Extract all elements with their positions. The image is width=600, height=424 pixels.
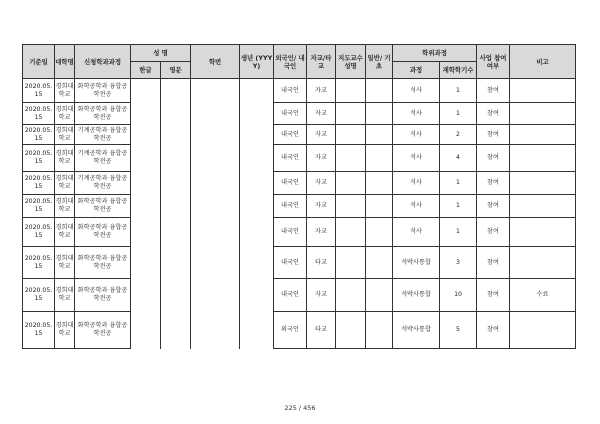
header-date: 기준일 [23,45,55,79]
cell-type [366,218,393,247]
header-course: 과정 [393,62,440,79]
table-row [23,279,576,312]
cell-school: 자교 [307,145,336,172]
cell-nationality: 내국인 [274,279,307,312]
cell-name-english [161,312,191,349]
cell-remarks [510,312,576,349]
header-degree-group: 학위과정 [393,45,477,62]
cell-nationality: 내국인 [274,195,307,218]
cell-department: 화학공학과 융합공학전공 [75,218,131,247]
header-university: 대학명 [55,45,75,79]
header-advisor: 지도교수 성명 [336,45,366,79]
cell-name-english [161,172,191,195]
cell-department: 화학공학과 융합공학전공 [75,247,131,279]
cell-name-english [161,247,191,279]
cell-advisor [336,103,366,125]
header-school: 자교/타 교 [307,45,336,79]
cell-course: 석박사통합 [393,247,440,279]
cell-department: 기계공학과 융합공학전공 [75,145,131,172]
cell-type [366,125,393,145]
cell-student-id [191,103,240,125]
cell-nationality: 내국인 [274,172,307,195]
header-name-english: 영문 [161,62,191,79]
cell-participation: 참여 [477,79,510,103]
cell-type [366,145,393,172]
cell-date: 2020.05.15 [23,312,55,349]
cell-date: 2020.05.15 [23,145,55,172]
cell-university: 경희대학교 [55,218,75,247]
cell-semester: 1 [440,195,477,218]
cell-school: 자교 [307,195,336,218]
cell-semester: 5 [440,312,477,349]
cell-participation: 참여 [477,279,510,312]
cell-remarks [510,103,576,125]
cell-participation: 참여 [477,195,510,218]
cell-remarks [510,125,576,145]
cell-university: 경희대학교 [55,279,75,312]
cell-university: 경희대학교 [55,312,75,349]
cell-type [366,279,393,312]
cell-remarks [510,79,576,103]
cell-participation: 참여 [477,218,510,247]
cell-semester: 3 [440,247,477,279]
cell-course: 석사 [393,79,440,103]
cell-birth [240,79,274,103]
cell-student-id [191,279,240,312]
cell-semester: 1 [440,218,477,247]
cell-university: 경희대학교 [55,247,75,279]
cell-birth [240,218,274,247]
table-row [23,218,576,247]
cell-name-korean [131,103,161,125]
cell-name-korean [131,279,161,312]
cell-course: 석사 [393,145,440,172]
cell-course: 석사 [393,125,440,145]
table-row [23,195,576,218]
cell-university: 경희대학교 [55,195,75,218]
cell-birth [240,172,274,195]
cell-date: 2020.05.15 [23,195,55,218]
header-name: 성 명 [131,45,191,62]
cell-course: 석박사통합 [393,312,440,349]
cell-university: 경희대학교 [55,125,75,145]
cell-university: 경희대학교 [55,172,75,195]
cell-semester: 1 [440,103,477,125]
cell-date: 2020.05.15 [23,103,55,125]
cell-semester: 4 [440,145,477,172]
header-row-1 [23,45,576,62]
cell-birth [240,145,274,172]
cell-type [366,247,393,279]
cell-birth [240,103,274,125]
cell-nationality: 내국인 [274,103,307,125]
cell-participation: 참여 [477,125,510,145]
cell-student-id [191,79,240,103]
cell-date: 2020.05.15 [23,79,55,103]
cell-course: 석사 [393,103,440,125]
cell-remarks [510,145,576,172]
cell-course: 석사 [393,218,440,247]
cell-type [366,103,393,125]
cell-name-english [161,145,191,172]
cell-department: 화학공학과 융합공학전공 [75,312,131,349]
cell-type [366,312,393,349]
header-student-id: 학번 [191,45,240,79]
cell-semester: 10 [440,279,477,312]
cell-birth [240,247,274,279]
cell-nationality: 내국인 [274,247,307,279]
cell-university: 경희대학교 [55,103,75,125]
cell-name-korean [131,145,161,172]
cell-name-korean [131,218,161,247]
cell-advisor [336,195,366,218]
cell-advisor [336,79,366,103]
cell-department: 화학공학과 융합공학전공 [75,103,131,125]
table-row [23,145,576,172]
cell-student-id [191,312,240,349]
cell-name-english [161,279,191,312]
header-birth: 생년 (YYYY) [240,45,274,79]
cell-nationality: 내국인 [274,218,307,247]
cell-nationality: 내국인 [274,145,307,172]
cell-course: 석사 [393,172,440,195]
cell-student-id [191,172,240,195]
cell-name-english [161,103,191,125]
cell-participation: 참여 [477,312,510,349]
cell-school: 자교 [307,172,336,195]
cell-birth [240,125,274,145]
cell-remarks [510,247,576,279]
cell-department: 기계공학과 융합공학전공 [75,125,131,145]
cell-semester: 2 [440,125,477,145]
cell-type [366,172,393,195]
roster-body [23,79,576,349]
cell-advisor [336,125,366,145]
cell-school: 타교 [307,312,336,349]
cell-participation: 참여 [477,247,510,279]
cell-school: 자교 [307,103,336,125]
cell-department: 화학공학과 융합공학전공 [75,279,131,312]
cell-course: 석사 [393,195,440,218]
cell-semester: 1 [440,79,477,103]
cell-advisor [336,279,366,312]
header-type: 일반/ 기초 [366,45,393,79]
cell-school: 자교 [307,79,336,103]
table-row [23,312,576,349]
cell-name-korean [131,125,161,145]
cell-course: 석박사통합 [393,279,440,312]
table-row [23,247,576,279]
cell-nationality: 내국인 [274,79,307,103]
header-nationality: 외국인/ 내국인 [274,45,307,79]
header-department: 신청학과과정 [75,45,131,79]
cell-school: 자교 [307,279,336,312]
table-row [23,103,576,125]
header-semester: 재학학기수 [440,62,477,79]
header-participation: 사업 참여 여부 [477,45,510,79]
cell-nationality: 외국인 [274,312,307,349]
cell-advisor [336,145,366,172]
cell-student-id [191,218,240,247]
table-row [23,172,576,195]
cell-school: 타교 [307,247,336,279]
cell-university: 경희대학교 [55,79,75,103]
cell-type [366,79,393,103]
cell-school: 자교 [307,125,336,145]
cell-name-english [161,195,191,218]
cell-name-english [161,218,191,247]
cell-name-korean [131,79,161,103]
cell-advisor [336,247,366,279]
student-roster-table [22,44,576,349]
cell-date: 2020.05.15 [23,125,55,145]
cell-advisor [336,172,366,195]
cell-remarks [510,195,576,218]
cell-birth [240,195,274,218]
cell-date: 2020.05.15 [23,247,55,279]
cell-student-id [191,247,240,279]
cell-type [366,195,393,218]
header-name-korean: 한글 [131,62,161,79]
cell-advisor [336,218,366,247]
cell-student-id [191,145,240,172]
cell-remarks [510,172,576,195]
cell-date: 2020.05.15 [23,218,55,247]
table-row [23,125,576,145]
cell-name-korean [131,312,161,349]
cell-name-korean [131,172,161,195]
cell-participation: 참여 [477,145,510,172]
cell-department: 기계공학과 융합공학전공 [75,172,131,195]
cell-date: 2020.05.15 [23,279,55,312]
page-number: 225 / 456 [284,404,316,412]
table-row [23,79,576,103]
cell-birth [240,279,274,312]
cell-participation: 참여 [477,172,510,195]
cell-remarks [510,218,576,247]
cell-date: 2020.05.15 [23,172,55,195]
cell-university: 경희대학교 [55,145,75,172]
cell-semester: 1 [440,172,477,195]
cell-participation: 참여 [477,103,510,125]
cell-department: 화학공학과 융합공학전공 [75,195,131,218]
cell-name-korean [131,247,161,279]
cell-department: 화학공학과 융합공학전공 [75,79,131,103]
cell-remarks: 수료 [510,279,576,312]
cell-birth [240,312,274,349]
cell-name-korean [131,195,161,218]
cell-name-english [161,125,191,145]
cell-school: 자교 [307,218,336,247]
cell-name-english [161,79,191,103]
cell-student-id [191,195,240,218]
header-remarks: 비고 [510,45,576,79]
cell-nationality: 내국인 [274,125,307,145]
cell-advisor [336,312,366,349]
cell-student-id [191,125,240,145]
